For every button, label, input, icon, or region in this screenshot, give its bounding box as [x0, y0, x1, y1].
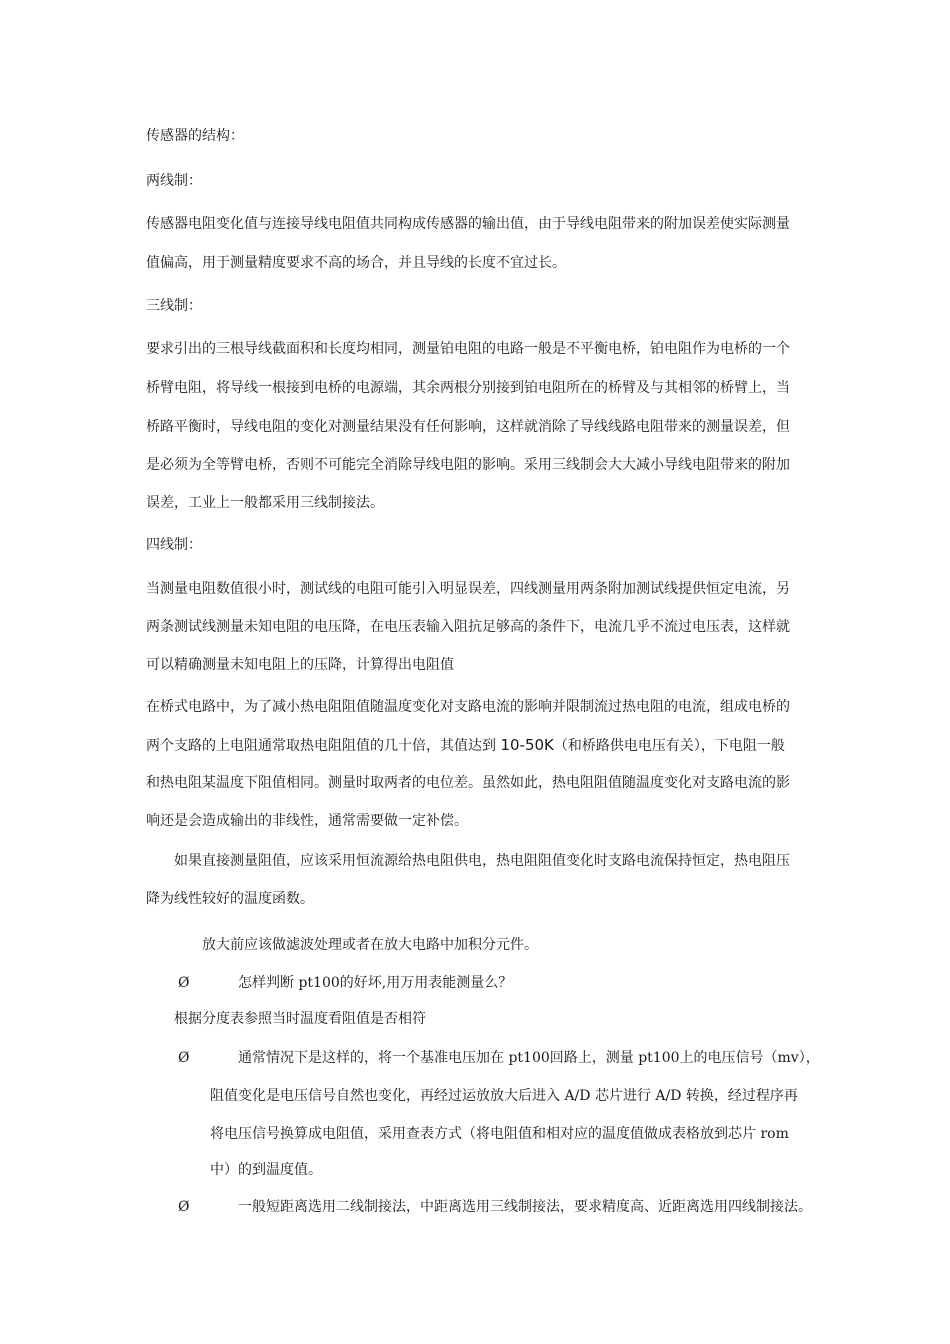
direct-measure-text-line: 降为线性较好的温度函数。: [146, 891, 314, 907]
wiring-choice-text: 一般短距离选用二线制接法，中距离选用三线制接法，要求精度高、近距离选用四线制接法。: [238, 1199, 812, 1215]
bridge-text-line-with-range: [146, 735, 785, 756]
pt100-answer: 根据分度表参照当时温度看阻值是否相符: [174, 1011, 426, 1027]
bullet-marker: Ø: [178, 1199, 190, 1215]
bridge-text-part: （和桥路供电电压有关），下电阻一般: [553, 738, 785, 754]
measurement-text-line: 将电压信号换算成电阻值，采用查表方式（将电阻值和相对应的温度值做成表格放到芯片 rom: [210, 1126, 789, 1142]
three-wire-text-line: 要求引出的三根导线截面积和长度均相同，测量铂电阻的电路一般是不平衡电桥，铂电阻作为电桥的一个: [146, 341, 790, 357]
heading-two-wire: 两线制：: [146, 173, 202, 189]
measurement-text-line: 阻值变化是电压信号自然也变化，再经过运放放大后进入 A/D 芯片进行 A/D 转换，经过程序再: [210, 1088, 798, 1104]
two-wire-text-line: 传感器电阻变化值与连接导线电阻值共同构成传感器的输出值，由于导线电阻带来的附加误差使实际测量: [146, 216, 790, 232]
three-wire-text-line: 桥路平衡时，导线电阻的变化对测量结果没有任何影响，这样就消除了导线线路电阻带来的测量误差，但: [146, 419, 790, 435]
bridge-text-line: 和热电阻某温度下阻值相同。测量时取两者的电位差。虽然如此，热电阻阻值随温度变化对支路电流的影: [146, 775, 790, 791]
bullet-marker: Ø: [178, 1050, 190, 1066]
pt100-question: 怎样判断 pt100的好坏,用万用表能测量么？: [238, 975, 513, 991]
two-wire-text-line: 值偏高，用于测量精度要求不高的场合，并且导线的长度不宜过长。: [146, 255, 566, 271]
heading-three-wire: 三线制：: [146, 298, 202, 314]
bridge-text-line: 在桥式电路中，为了减小热电阻阻值随温度变化对支路电流的影响并限制流过热电阻的电流，组成电桥的: [146, 699, 790, 715]
measurement-text-line: 中）的到温度值。: [210, 1162, 322, 1178]
direct-measure-text-line: 如果直接测量阻值，应该采用恒流源给热电阻供电，热电阻阻值变化时支路电流保持恒定，热电阻压: [174, 853, 790, 869]
filter-note: 放大前应该做滤波处理或者在放大电路中加积分元件。: [202, 937, 538, 953]
bullet-marker: Ø: [178, 975, 190, 991]
four-wire-text-line: 可以精确测量未知电阻上的压降，计算得出电阻值: [146, 657, 454, 673]
three-wire-text-line: 桥臂电阻，将导线一根接到电桥的电源端，其余两根分别接到铂电阻所在的桥臂及与其相邻的桥臂上，当: [146, 380, 790, 396]
four-wire-text-line: 两条测试线测量未知电阻的电压降，在电压表输入阻抗足够高的条件下，电流几乎不流过电压表，这样就: [146, 619, 790, 635]
three-wire-text-line: 误差，工业上一般都采用三线制接法。: [146, 495, 384, 511]
bridge-text-part: 两个支路的上电阻通常取热电阻阻值的几十倍，其值达到: [146, 738, 501, 754]
four-wire-text-line: 当测量电阻数值很小时，测试线的电阻可能引入明显误差，四线测量用两条附加测试线提供恒定电流，另: [146, 581, 790, 597]
measurement-text-line: 通常情况下是这样的，将一个基准电压加在 pt100回路上，测量 pt100上的电压信号（mv），: [238, 1050, 820, 1066]
bridge-text-line: 响还是会造成输出的非线性，通常需要做一定补偿。: [146, 813, 468, 829]
heading-sensor-structure: 传感器的结构：: [146, 128, 244, 144]
three-wire-text-line: 是必须为全等臂电桥，否则不可能完全消除导线电阻的影响。采用三线制会大大减小导线电阻带来的附加: [146, 457, 790, 473]
resistance-range-value: 10-50K: [500, 736, 554, 754]
heading-four-wire: 四线制：: [146, 537, 202, 553]
